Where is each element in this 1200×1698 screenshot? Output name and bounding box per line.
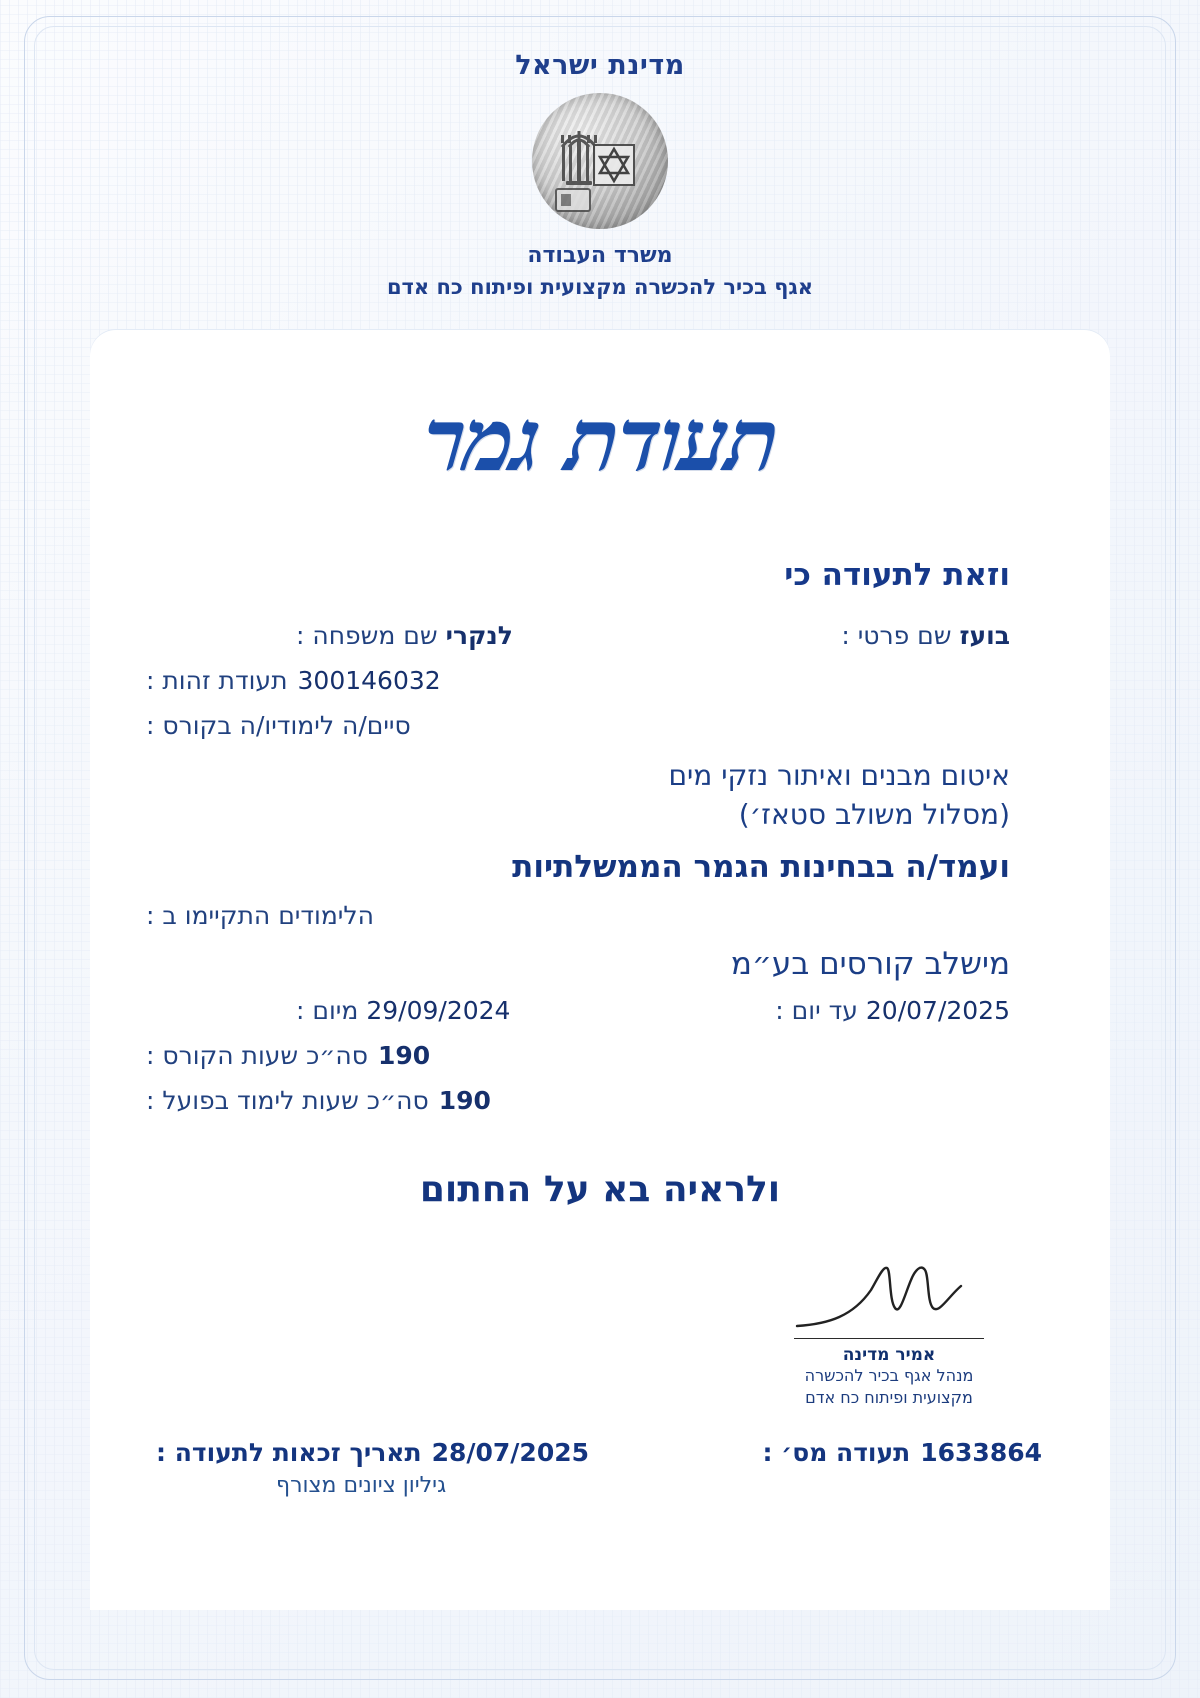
studies-held-row	[146, 901, 1010, 930]
state-name: מדינת ישראל	[515, 50, 685, 81]
eligibility-date-label: תאריך זכאות לתעודה :	[156, 1437, 422, 1467]
signature-icon	[779, 1256, 999, 1336]
course-hours-row	[146, 1041, 1010, 1070]
certificate-title: תעודת גמר	[417, 389, 783, 491]
course-name-line-1: איטום מבנים ואיתור נזקי מים	[668, 758, 1010, 792]
first-name-group	[841, 621, 1010, 650]
last-name-label: שם משפחה :	[296, 620, 438, 650]
dates-row	[146, 996, 1010, 1025]
attachment-note: גיליון ציונים מצורף	[276, 1472, 447, 1498]
actual-hours-value: 190	[438, 1086, 491, 1115]
last-name-group	[296, 621, 513, 650]
institution-name: מישלב קורסים בע״מ	[730, 946, 1010, 982]
course-name	[146, 756, 1010, 836]
attachment-note-wrapper	[156, 1473, 1042, 1498]
from-date-label: מיום :	[296, 996, 359, 1025]
to-date-value: 20/07/2025	[865, 996, 1010, 1025]
footer-row	[156, 1438, 1042, 1467]
first-name-label: שם פרטי :	[841, 620, 952, 650]
certificate-content	[14, 14, 1186, 1610]
from-date-group	[296, 996, 510, 1025]
signer-role-line-1: מנהל אגף בכיר להכשרה	[804, 1366, 974, 1385]
course-hours-label: סה״כ שעות הקורס :	[146, 1041, 368, 1070]
department-name: אגף בכיר להכשרה מקצועית ופיתוח כח אדם	[386, 275, 814, 299]
last-name-value: לנקרי	[445, 620, 513, 650]
hereby-line: וזאת לתעודה כי	[784, 556, 1010, 593]
id-label: תעודת זהות :	[146, 665, 288, 695]
completed-row	[146, 711, 1010, 740]
israel-emblem-icon	[532, 93, 668, 229]
certificate-number-value: 1633864	[920, 1437, 1042, 1467]
course-name-line-2: (מסלול משולב סטאז׳)	[738, 798, 1010, 832]
emblem-container	[532, 93, 668, 229]
name-row	[146, 621, 1010, 650]
to-date-label: עד יום :	[775, 996, 858, 1025]
passed-exams-line: ועמד/ה בבחינות הגמר הממשלתיות	[512, 849, 1010, 885]
to-date-group	[775, 996, 1010, 1025]
studies-held-label: הלימודים התקיימו ב :	[146, 901, 374, 930]
eligibility-date-value: 28/07/2025	[431, 1437, 589, 1467]
ministry-name: משרד העבודה	[527, 243, 673, 268]
certificate-number-group	[762, 1438, 1042, 1467]
actual-hours-label: סה״כ שעות לימוד בפועל :	[146, 1086, 429, 1115]
signer-role-line-2: מקצועית ופיתוח כח אדם	[805, 1388, 973, 1408]
signature-block	[724, 1256, 1054, 1410]
signer-name: אמיר מדינה	[842, 1345, 936, 1365]
first-name-value: בועז	[959, 620, 1010, 650]
course-hours-value: 190	[377, 1041, 431, 1070]
id-value: 300146032	[297, 665, 441, 695]
completed-label: סיים/ה לימודיו/ה בקורס :	[146, 710, 411, 740]
signature-rule	[794, 1338, 984, 1339]
certificate-number-label: תעודה מס׳ :	[762, 1437, 911, 1467]
id-row	[146, 666, 1010, 695]
eligibility-date-group	[156, 1438, 589, 1467]
from-date-value: 29/09/2024	[366, 996, 511, 1025]
signed-heading: ולראיה בא על החתום	[419, 1169, 781, 1210]
certificate-card	[90, 330, 1110, 1610]
actual-hours-row	[146, 1086, 1010, 1115]
